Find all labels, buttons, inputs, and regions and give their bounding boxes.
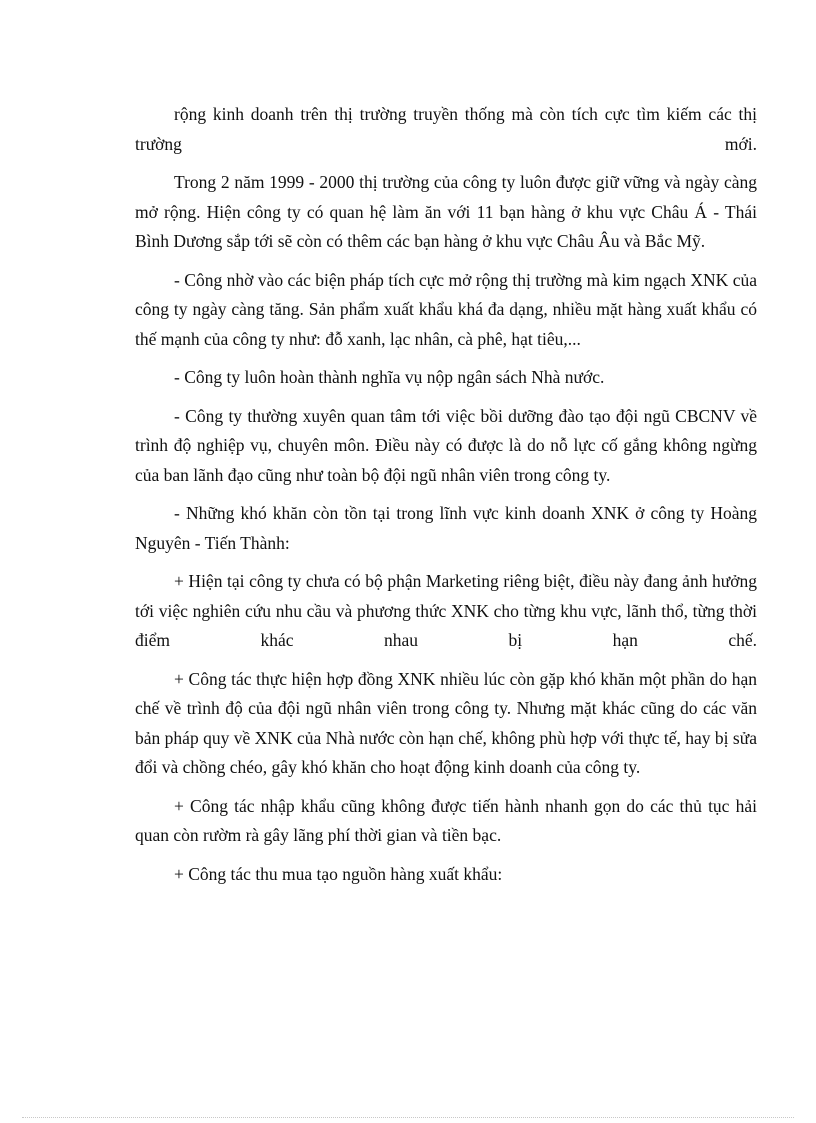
paragraph-contract-execution: + Công tác thực hiện hợp đồng XNK nhiều lúc còn gặp khó khăn một phần do hạn chế về trình độ của đội ngũ nhân viên trong công ty. Nhưng mặt khác cũng do các văn bản pháp quy về XNK của Nhà nước còn hạn chế, không phù hợp với thực tế, hay bị sửa đổi và chồng chéo, gây khó khăn cho hoạt động kinh doanh của công ty. [135, 668, 757, 777]
paragraph-export-sourcing: + Công tác thu mua tạo nguồn hàng xuất khẩu: [174, 863, 503, 884]
page-bottom-rule [22, 1117, 794, 1118]
document-body [135, 100, 757, 898]
paragraph-difficulties-heading: - Những khó khăn còn tồn tại trong lĩnh vực kinh doanh XNK ở công ty Hoàng Nguyên - Tiến Thành: [135, 503, 757, 553]
paragraph-staff-training: - Công ty thường xuyên quan tâm tới việc bồi dưỡng đào tạo đội ngũ CBCNV về trình độ nghiệp vụ, chuyên môn. Điều này có được là do nỗ lực cố gắng không ngừng của ban lãnh đạo cũng như toàn bộ đội ngũ nhân viên trong công ty. [135, 405, 757, 485]
paragraph-import-procedures: + Công tác nhập khẩu cũng không được tiến hành nhanh gọn do các thủ tục hải quan còn rườm rà gây lãng phí thời gian và tiền bạc. [135, 795, 757, 845]
paragraph-marketing-department: + Hiện tại công ty chưa có bộ phận Marketing riêng biệt, điều này đang ảnh hưởng tới việc nghiên cứu nhu cầu và phương thức XNK cho từng khu vực, lãnh thổ, từng thời điểm khác nhau bị hạn chế. [135, 571, 757, 650]
paragraph-market-expansion: rộng kinh doanh trên thị trường truyền thống mà còn tích cực tìm kiếm các thị trường mới. [135, 104, 757, 154]
paragraph-export-turnover: - Công nhờ vào các biện pháp tích cực mở rộng thị trường mà kim ngạch XNK của công ty ngày càng tăng. Sản phẩm xuất khẩu khá đa dạng, nhiều mặt hàng xuất khẩu có thế mạnh của công ty như: đỗ xanh, lạc nhân, cà phê, hạt tiêu,... [135, 269, 757, 349]
paragraph-budget-obligation: - Công ty luôn hoàn thành nghĩa vụ nộp ngân sách Nhà nước. [174, 367, 605, 387]
paragraph-market-1999-2000: Trong 2 năm 1999 - 2000 thị trường của công ty luôn được giữ vững và ngày càng mở rộng. Hiện công ty có quan hệ làm ăn với 11 bạn hàng ở khu vực Châu Á - Thái Bình Dương sắp tới sẽ còn có thêm các bạn hàng ở khu vực Châu Âu và Bắc Mỹ. [135, 172, 757, 251]
